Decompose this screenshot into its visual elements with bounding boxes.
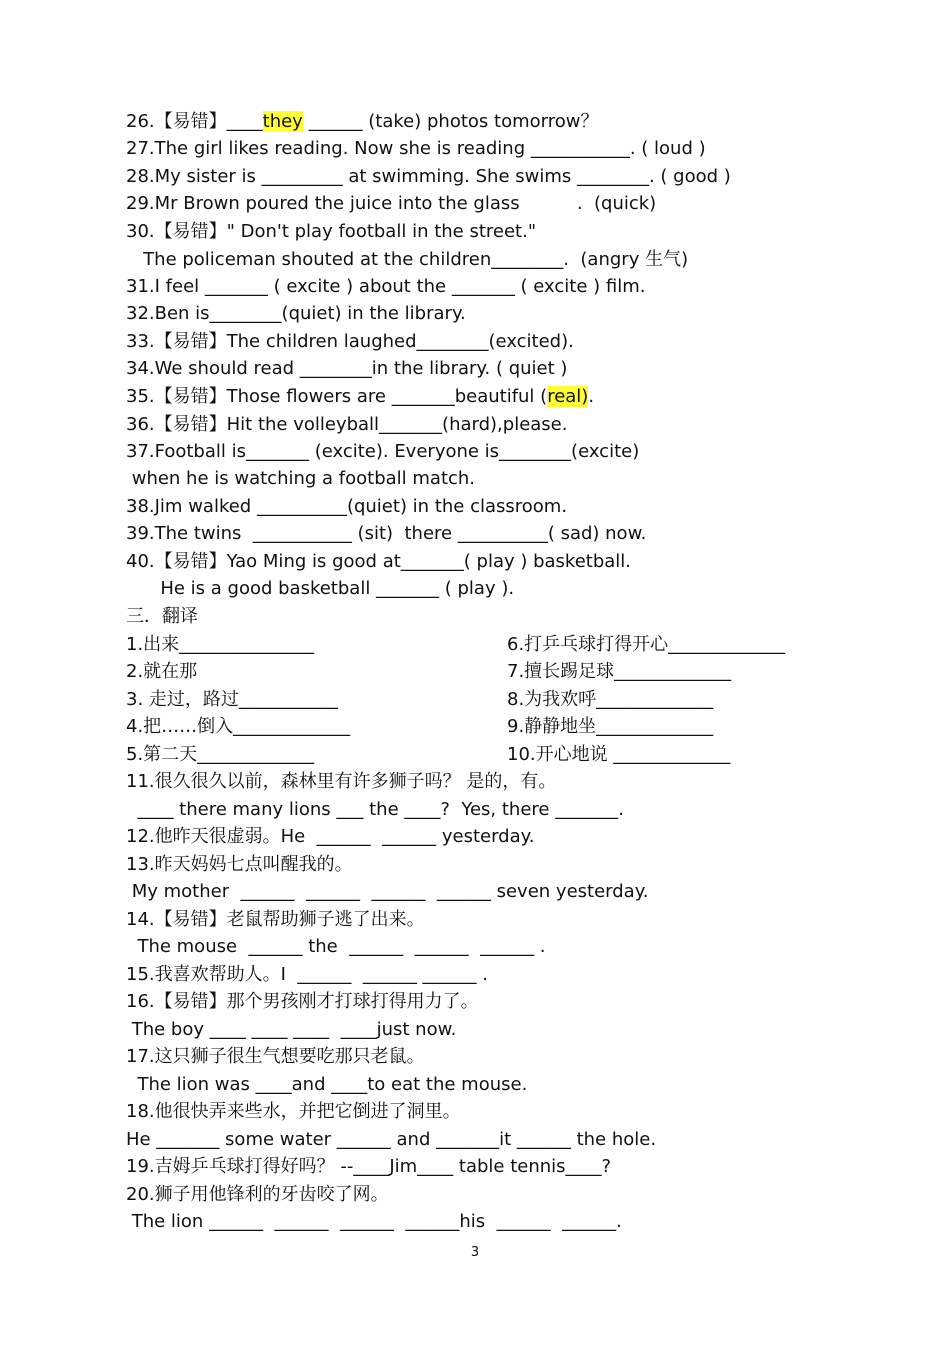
- line-t14-b: The mouse ______ the ______ ______ ______ .: [126, 936, 546, 957]
- line-40-b: He is a good basketball _______ ( play ).: [126, 578, 515, 599]
- line-t17-b: The lion was ____and ____to eat the mouse.: [126, 1074, 528, 1095]
- line-30-b: The policeman shouted at the children________. (angry 生气): [126, 249, 689, 270]
- line-37-b: when he is watching a football match.: [126, 468, 476, 489]
- line-29: 29.Mr Brown poured the juice into the glass . (quick): [126, 193, 657, 214]
- translate-item-1: 1.出来_______________: [126, 634, 315, 655]
- line-35: 35.【易错】Those flowers are _______beautiful (real).: [126, 386, 595, 407]
- line-28: 28.My sister is _________ at swimming. She swims ________. ( good ): [126, 166, 731, 187]
- line-36: 36.【易错】Hit the volleyball_______(hard),please.: [126, 414, 568, 435]
- translate-item-2: 2.就在那: [126, 661, 198, 682]
- line-t11-b: ____ there many lions ___ the ____? Yes, there _______.: [126, 799, 624, 820]
- translate-item-5: 5.第二天_____________: [126, 744, 315, 765]
- line-t16-b: The boy ____ ____ ____ ____just now.: [126, 1019, 457, 1040]
- translate-item-10: 10.开心地说 _____________: [507, 744, 731, 765]
- line-30: 30.【易错】" Don't play football in the street.": [126, 221, 537, 242]
- line-37: 37.Football is_______ (excite). Everyone is________(excite): [126, 441, 640, 462]
- line-t17: 17.这只狮子很生气想要吃那只老鼠。: [126, 1046, 425, 1067]
- line-t11: 11.很久很久以前，森林里有许多狮子吗？ 是的，有。: [126, 771, 557, 792]
- line-t13-b: My mother ______ ______ ______ ______ seven yesterday.: [126, 881, 649, 902]
- line-33: 33.【易错】The children laughed________(excited).: [126, 331, 574, 352]
- line-t16: 16.【易错】那个男孩刚才打球打得用力了。: [126, 991, 479, 1012]
- line-t15: 15.我喜欢帮助人。I ______ ______ ______ .: [126, 964, 488, 985]
- line-27: 27.The girl likes reading. Now she is reading ___________. ( loud ): [126, 138, 706, 159]
- line-t14: 14.【易错】老鼠帮助狮子逃了出来。: [126, 909, 425, 930]
- line-t13: 13.昨天妈妈七点叫醒我的。: [126, 854, 353, 875]
- line-40: 40.【易错】Yao Ming is good at_______( play ) basketball.: [126, 551, 632, 572]
- translate-item-9: 9.静静地坐_____________: [507, 716, 714, 737]
- line-t20-b: The lion ______ ______ ______ ______his ______ ______.: [126, 1211, 622, 1232]
- translate-item-6: 6.打乒乓球打得开心_____________: [507, 634, 786, 655]
- line-26: 26.【易错】____they ______ (take) photos tomorrow？: [126, 111, 599, 132]
- line-38: 38.Jim walked __________(quiet) in the classroom.: [126, 496, 568, 517]
- translate-item-4: 4.把……倒入_____________: [126, 716, 351, 737]
- line-t18: 18.他很快弄来些水，并把它倒进了洞里。: [126, 1101, 461, 1122]
- translate-item-8: 8.为我欢呼_____________: [507, 689, 714, 710]
- translate-item-7: 7.擅长踢足球_____________: [507, 661, 732, 682]
- line-t19: 19.吉姆乒乓球打得好吗？ --____Jim____ table tennis____?: [126, 1156, 612, 1177]
- line-39: 39.The twins ___________ (sit) there __________( sad) now.: [126, 523, 647, 544]
- highlight: real): [547, 386, 589, 407]
- line-32: 32.Ben is________(quiet) in the library.: [126, 303, 466, 324]
- translate-item-3: 3. 走过，路过___________: [126, 689, 338, 710]
- line-t12: 12.他昨天很虚弱。He ______ ______ yesterday.: [126, 826, 535, 847]
- page-number: 3: [470, 1245, 480, 1260]
- section-heading: 三．翻译: [126, 606, 198, 627]
- line-34: 34.We should read ________in the library. ( quiet ): [126, 358, 568, 379]
- line-31: 31.I feel _______ ( excite ) about the _______ ( excite ) film.: [126, 276, 646, 297]
- line-t20: 20.狮子用他锋利的牙齿咬了网。: [126, 1184, 389, 1205]
- line-t18-b: He _______ some water ______ and _______it ______ the hole.: [126, 1129, 657, 1150]
- highlight: they: [262, 111, 303, 132]
